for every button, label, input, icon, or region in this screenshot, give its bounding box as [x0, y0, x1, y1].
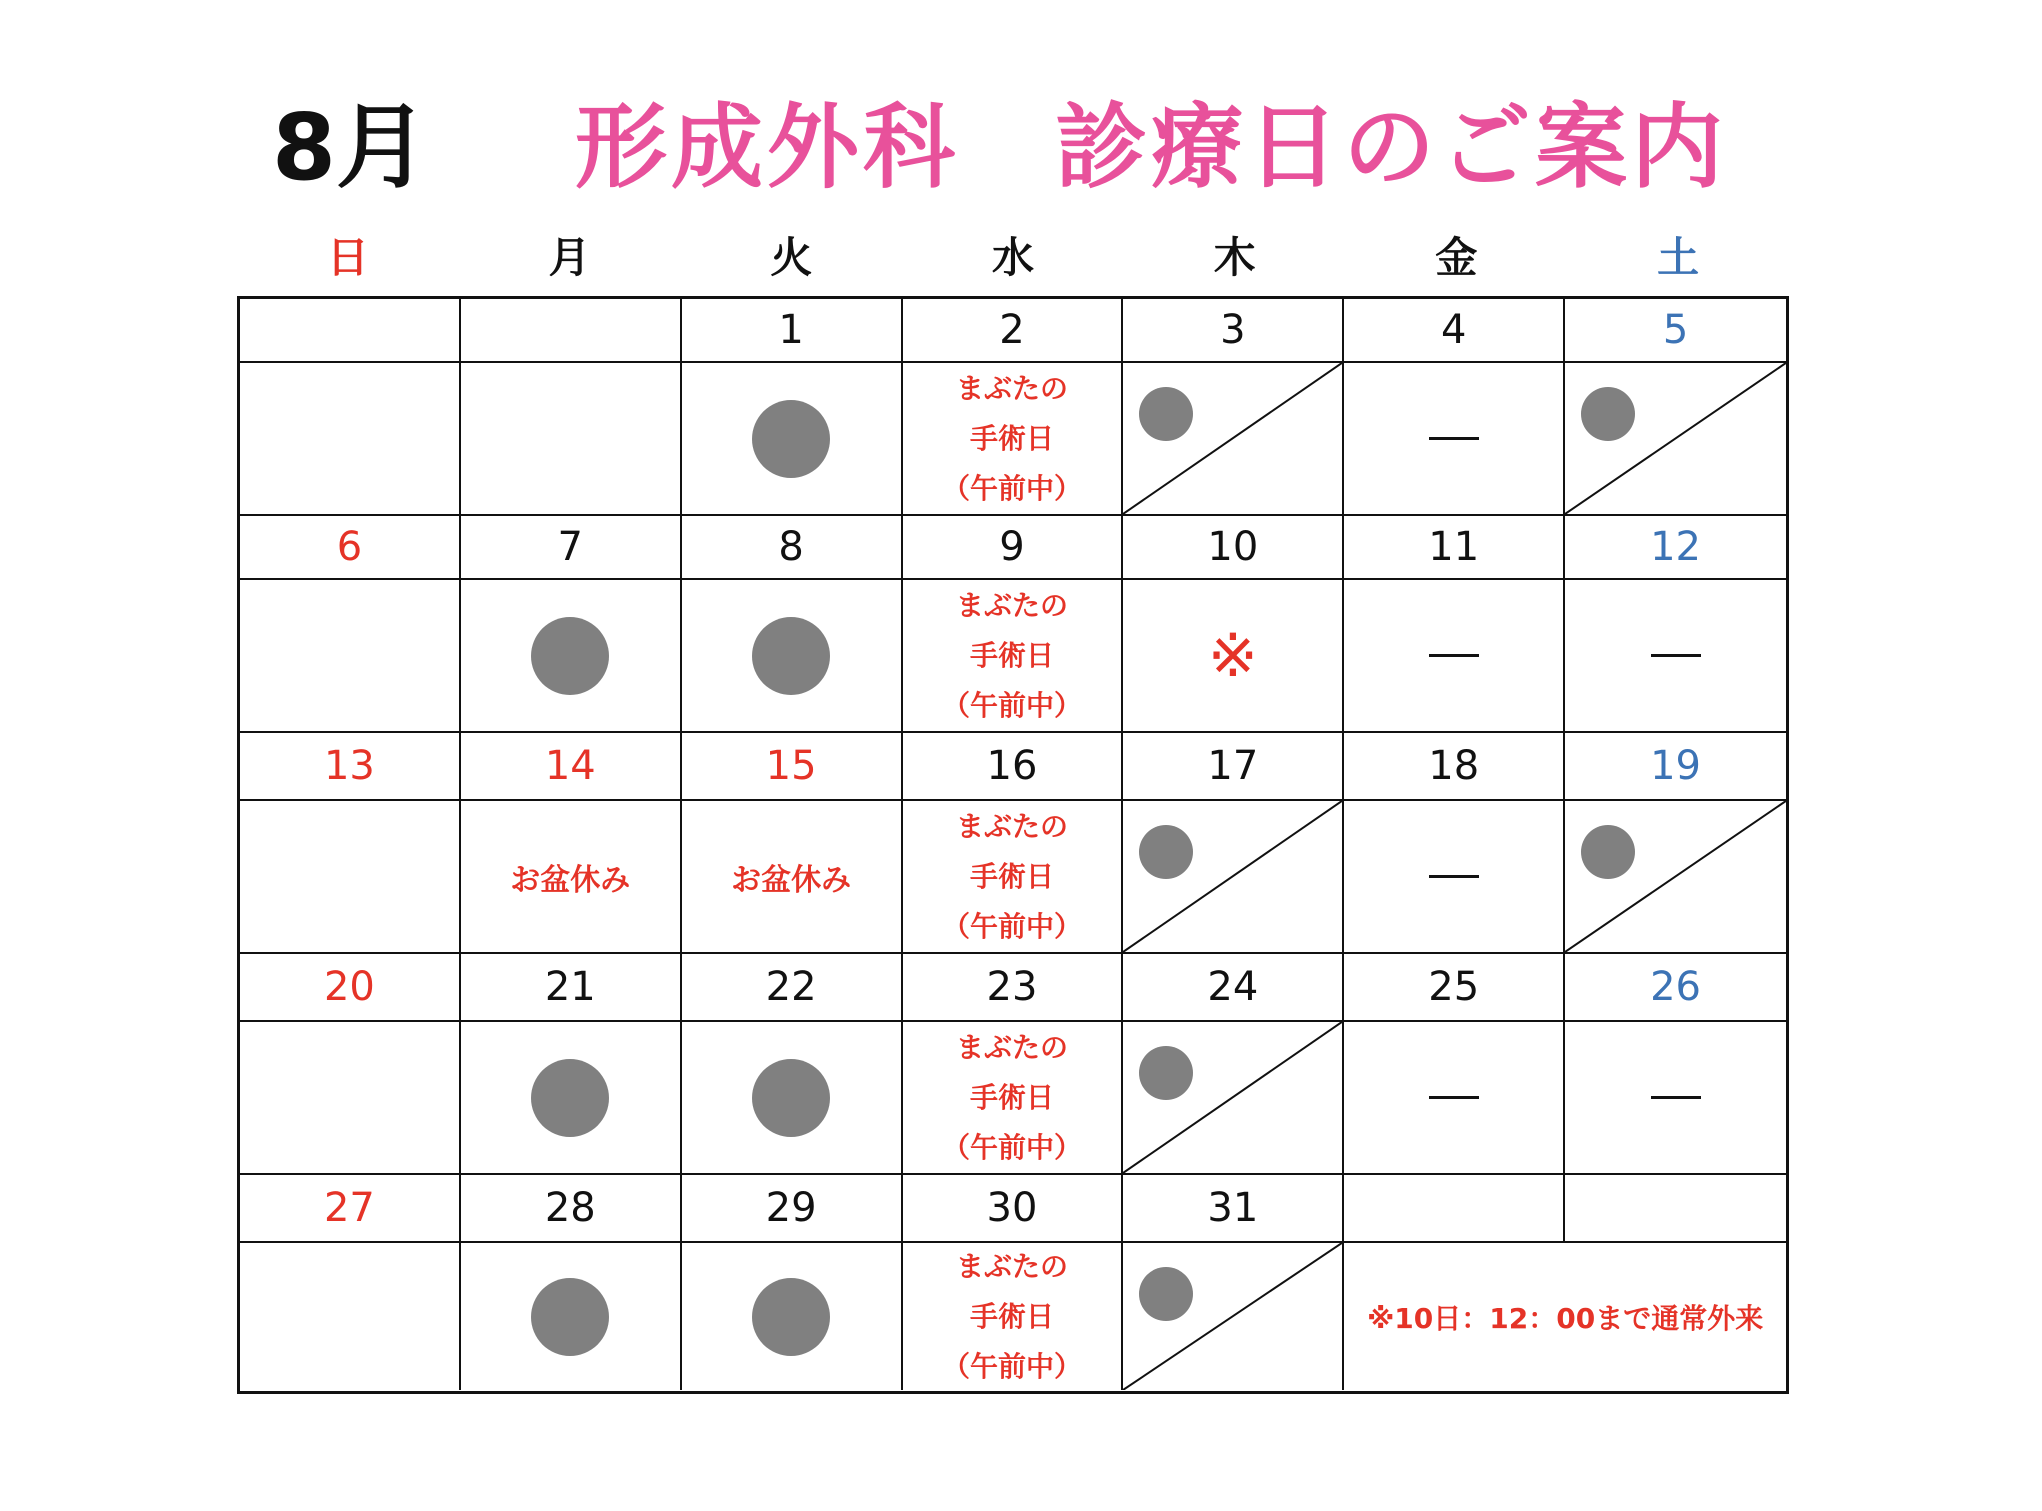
date-cell [1123, 733, 1344, 801]
eyelid-surgery-label [942, 1242, 1082, 1392]
day-number: 11 [1428, 524, 1480, 570]
eyelid-surgery-label [942, 1023, 1082, 1173]
day-number: 24 [1207, 964, 1259, 1010]
status-cell-open [682, 363, 903, 516]
date-cell [461, 299, 682, 363]
status-cell-half-day [1123, 1022, 1344, 1175]
day-number: 3 [1220, 307, 1246, 353]
date-cell [903, 733, 1124, 801]
eyelid-surgery-line: 手術日 [969, 638, 1054, 672]
eyelid-surgery-line: 手術日 [969, 1299, 1054, 1333]
open-circle-icon [531, 1059, 609, 1137]
diagonal-slash-icon [1123, 363, 1342, 514]
date-cell [1565, 954, 1786, 1022]
obon-holiday-label: お盆休み [731, 862, 852, 898]
day-number: 26 [1650, 964, 1702, 1010]
open-circle-icon [752, 617, 830, 695]
weekday-tuesday: 火 [770, 233, 813, 282]
date-cell [1565, 733, 1786, 801]
day-number: 13 [323, 743, 375, 789]
date-cell [1344, 1175, 1565, 1243]
open-circle-icon [531, 617, 609, 695]
day-number: 6 [336, 524, 363, 570]
closed-dash-icon [1651, 654, 1701, 657]
day-number: 1 [778, 307, 804, 353]
diagonal-slash-icon [1565, 801, 1786, 952]
footnote-cell [1344, 1243, 1786, 1390]
day-number: 23 [986, 964, 1038, 1010]
day-number: 20 [323, 964, 375, 1010]
status-cell-open [461, 1022, 682, 1175]
status-cell-half-day [1123, 363, 1344, 516]
status-cell-closed [1344, 1022, 1565, 1175]
date-cell [461, 1175, 682, 1243]
date-cell [903, 954, 1124, 1022]
day-number: 29 [765, 1185, 817, 1231]
date-cell [682, 733, 903, 801]
eyelid-surgery-line: まぶたの [955, 588, 1068, 622]
status-cell-closed [1344, 580, 1565, 733]
day-number: 10 [1207, 524, 1259, 570]
reference-mark-icon: ※ [1207, 620, 1258, 691]
status-cell-closed [1565, 580, 1786, 733]
eyelid-surgery-line: （午前中） [941, 1130, 1082, 1164]
closed-dash-icon [1651, 1096, 1701, 1099]
day-number: 12 [1650, 524, 1702, 570]
weekday-wednesday: 水 [991, 233, 1034, 282]
day-number: 21 [544, 964, 596, 1010]
date-cell [682, 516, 903, 580]
date-cell [1123, 516, 1344, 580]
status-cell-obon-holiday [682, 801, 903, 954]
status-cell-half-day [1565, 363, 1786, 516]
status-cell-closed [1565, 1022, 1786, 1175]
status-cell-eyelid-surgery [903, 363, 1124, 516]
status-cell-empty [240, 1022, 461, 1175]
status-cell-closed [1344, 363, 1565, 516]
date-cell [1344, 299, 1565, 363]
eyelid-surgery-line: （午前中） [941, 909, 1082, 943]
obon-holiday-label: お盆休み [510, 862, 631, 898]
status-cell-open [682, 580, 903, 733]
diagonal-slash-icon [1123, 1022, 1342, 1173]
day-number: 22 [765, 964, 817, 1010]
date-cell [903, 1175, 1124, 1243]
day-number: 28 [544, 1185, 596, 1231]
day-number: 7 [557, 524, 583, 570]
month-title: 8月 [272, 94, 429, 201]
weekday-monday: 月 [548, 233, 591, 282]
closed-dash-icon [1429, 875, 1479, 878]
date-cell [240, 733, 461, 801]
date-cell [1565, 299, 1786, 363]
day-number: 30 [986, 1185, 1038, 1231]
eyelid-surgery-line: 手術日 [969, 421, 1054, 455]
eyelid-surgery-line: 手術日 [969, 859, 1054, 893]
day-number: 25 [1428, 964, 1480, 1010]
day-number: 2 [999, 307, 1025, 353]
date-cell [240, 299, 461, 363]
weekday-thursday: 木 [1213, 233, 1256, 282]
date-cell [1344, 516, 1565, 580]
date-cell [1565, 516, 1786, 580]
day-number: 14 [544, 743, 596, 789]
date-cell [1344, 954, 1565, 1022]
date-cell [682, 954, 903, 1022]
status-cell-half-day [1565, 801, 1786, 954]
status-cell-empty [240, 1243, 461, 1390]
weekday-header [237, 225, 1789, 291]
status-cell-eyelid-surgery [903, 580, 1124, 733]
status-cell-open [461, 1243, 682, 1390]
eyelid-surgery-line: （午前中） [941, 1349, 1082, 1383]
date-cell [1123, 299, 1344, 363]
date-cell [240, 516, 461, 580]
eyelid-surgery-line: まぶたの [955, 371, 1068, 405]
status-cell-empty [240, 801, 461, 954]
status-cell-empty [240, 580, 461, 733]
date-cell [1123, 954, 1344, 1022]
eyelid-surgery-line: まぶたの [955, 1249, 1068, 1283]
status-cell-open [461, 580, 682, 733]
date-cell [682, 1175, 903, 1243]
closed-dash-icon [1429, 1096, 1479, 1099]
status-cell-eyelid-surgery [903, 1243, 1124, 1390]
calendar-grid [237, 296, 1789, 1394]
day-number: 8 [778, 524, 804, 570]
status-cell-empty [240, 363, 461, 516]
closed-dash-icon [1429, 437, 1479, 440]
date-cell [903, 516, 1124, 580]
day-number: 4 [1440, 307, 1467, 353]
open-circle-icon [752, 1278, 830, 1356]
date-cell [1565, 1175, 1786, 1243]
day-number: 17 [1207, 743, 1259, 789]
closed-dash-icon [1429, 654, 1479, 657]
date-cell [682, 299, 903, 363]
day-number: 16 [986, 743, 1038, 789]
open-circle-icon [752, 400, 830, 478]
date-cell [240, 1175, 461, 1243]
open-circle-icon [752, 1059, 830, 1137]
date-cell [903, 299, 1124, 363]
diagonal-slash-icon [1565, 363, 1786, 514]
status-cell-eyelid-surgery [903, 801, 1124, 954]
day-number: 9 [999, 524, 1025, 570]
eyelid-surgery-line: 手術日 [969, 1080, 1054, 1114]
date-cell [461, 516, 682, 580]
status-cell-open [682, 1022, 903, 1175]
eyelid-surgery-label [942, 802, 1082, 952]
diagonal-slash-icon [1123, 1243, 1342, 1390]
date-cell [240, 954, 461, 1022]
eyelid-surgery-label [942, 364, 1082, 514]
eyelid-surgery-label [942, 581, 1082, 731]
eyelid-surgery-line: まぶたの [955, 809, 1068, 843]
day-number: 31 [1207, 1185, 1259, 1231]
eyelid-surgery-line: まぶたの [955, 1030, 1068, 1064]
footnote-text: ※10日：12：00まで通常外来 [1367, 1301, 1764, 1335]
status-cell-open [682, 1243, 903, 1390]
status-cell-half-day [1123, 801, 1344, 954]
status-cell-eyelid-surgery [903, 1022, 1124, 1175]
diagonal-slash-icon [1123, 801, 1342, 952]
eyelid-surgery-line: （午前中） [941, 688, 1082, 722]
status-cell-obon-holiday [461, 801, 682, 954]
day-number: 15 [765, 743, 817, 789]
page-title: 形成外科 診療日のご案内 [575, 94, 1728, 201]
weekday-friday: 金 [1435, 233, 1478, 282]
day-number: 19 [1650, 743, 1702, 789]
day-number: 27 [323, 1185, 375, 1231]
day-number: 5 [1662, 307, 1689, 353]
status-cell-special-note [1123, 580, 1344, 733]
date-cell [1344, 733, 1565, 801]
day-number: 18 [1428, 743, 1480, 789]
status-cell-empty [461, 363, 682, 516]
date-cell [461, 733, 682, 801]
open-circle-icon [531, 1278, 609, 1356]
weekday-sunday: 日 [326, 233, 369, 282]
status-cell-half-day [1123, 1243, 1344, 1390]
weekday-saturday: 土 [1657, 233, 1700, 282]
date-cell [1123, 1175, 1344, 1243]
eyelid-surgery-line: （午前中） [941, 471, 1082, 505]
status-cell-closed [1344, 801, 1565, 954]
date-cell [461, 954, 682, 1022]
